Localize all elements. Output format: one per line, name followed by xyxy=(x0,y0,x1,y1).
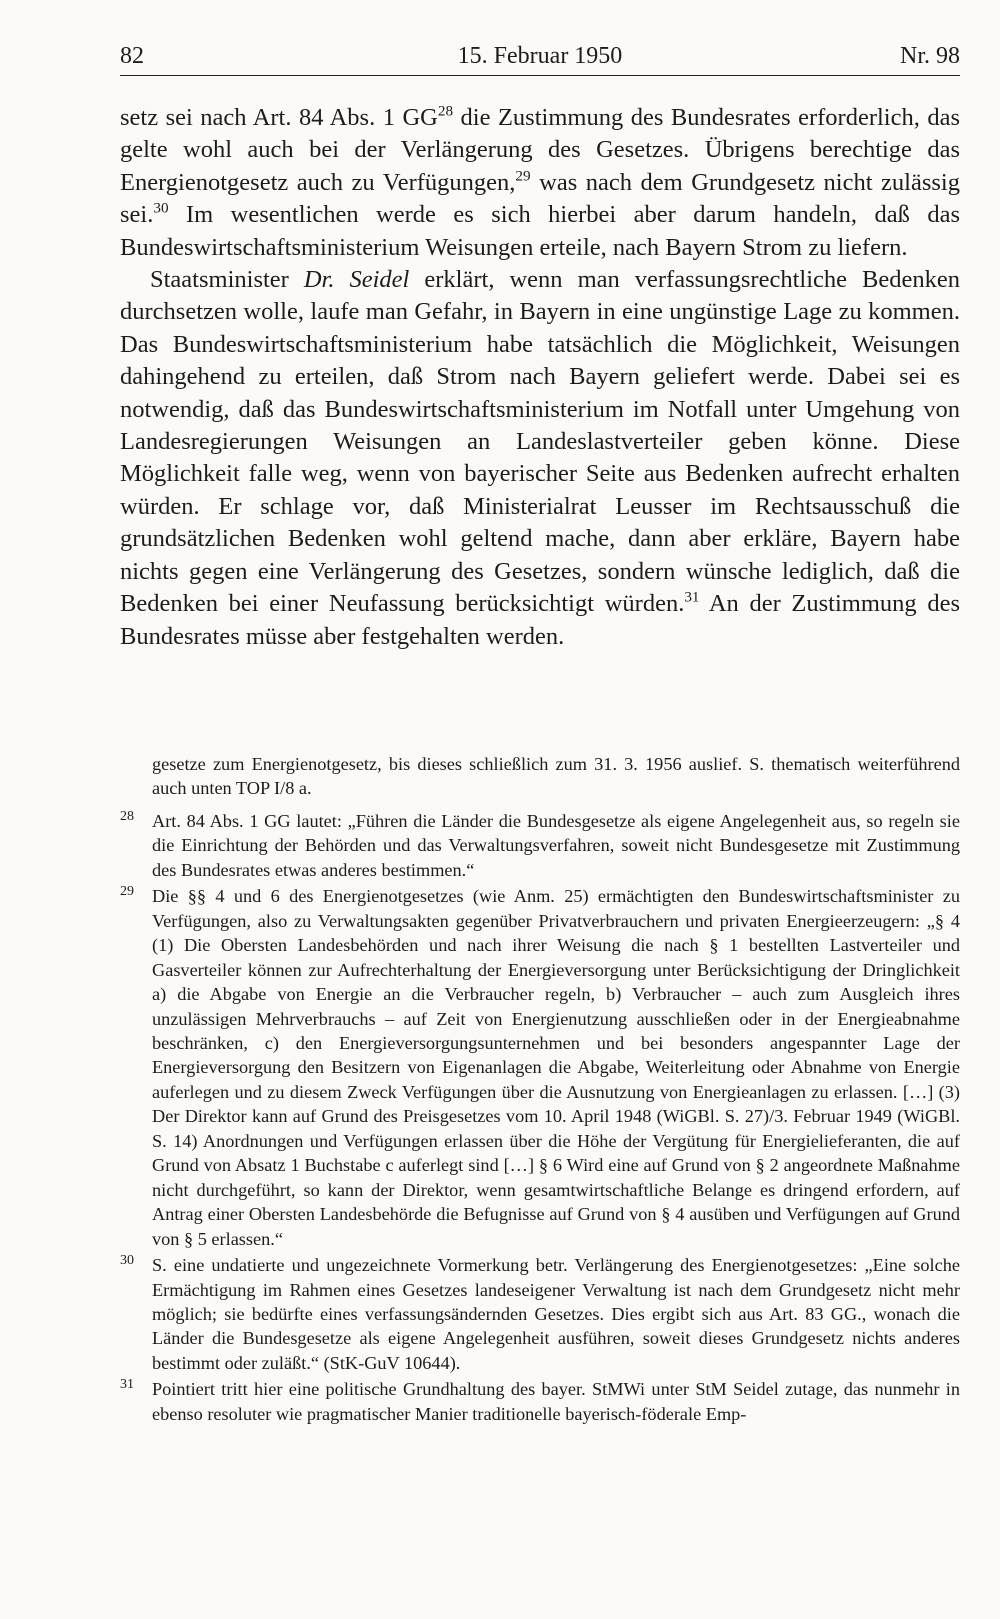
text-run: die Zustimmung des Bundesrates erforderlich, das gelte wohl auch bei der Verlängerung des Gesetzes. Übrigens berechtige das Energienotgesetz auch zu Verfügungen, xyxy=(120,104,960,196)
footnote-31 xyxy=(120,1377,960,1426)
footnote-text: Pointiert tritt hier eine politische Grundhaltung des bayer. StMWi unter StM Seidel zutage, das nunmehr in ebenso resoluter wie pragmatischer Manier traditionelle bayerisch-föderale Emp- xyxy=(152,1379,960,1424)
footnote-text: gesetze zum Energienotgesetz, bis dieses schließlich zum 31. 3. 1956 auslief. S. thematisch weiterführend auch unten TOP I/8 a. xyxy=(152,754,960,799)
paragraph-2 xyxy=(120,264,960,653)
running-header xyxy=(120,40,960,72)
footnote-29 xyxy=(120,884,960,1251)
footnote-continuation xyxy=(120,752,960,801)
header-rule xyxy=(120,75,960,76)
document-number: Nr. 98 xyxy=(900,43,960,69)
paragraph-1 xyxy=(120,102,960,264)
footnote-number: 29 xyxy=(120,884,134,900)
text-run: erklärt, wenn man verfassungsrechtliche Bedenken durchsetzen wolle, laufe man Gefahr, in Bayern in eine ungünstige Lage zu kommen. Das Bundeswirtschaftsministerium habe tatsächlich die Möglichkeit, Weisungen dahingehend zu erteilen, daß Strom nach Bayern geliefert werde. Dabei sei es notwendig, daß das Bundeswirtschaftsministerium im Notfall unter Umgehung von Landesregierungen Weisungen an Landeslastverteiler geben könne. Diese Möglichkeit falle weg, wenn von bayerischer Seite aus Bedenken aufrecht erhalten würden. Er schlage vor, daß Ministerialrat Leusser im Rechtsausschuß die grundsätzlichen Bedenken wohl geltend mache, dann aber erkläre, Bayern habe nichts gegen eine Verlängerung des Gesetzes, sondern wünsche lediglich, daß die Bedenken bei einer Neufassung berücksichtigt würden. xyxy=(120,266,960,618)
footnote-number: 31 xyxy=(120,1377,134,1393)
footnote-text: Die §§ 4 und 6 des Energienotgesetzes (wie Anm. 25) ermächtigten den Bundeswirtschaftsminister zu Verfügungen, also zu Verwaltungsakten gegenüber Privatverbrauchern und privaten Energieerzeugern: „§ 4 (1) Die Obersten Landesbehörden und nach ihrer Weisung die nach § 1 bestellten Lastverteiler und Gasverteiler können zur Aufrechterhaltung der Energieversorgung unter Berücksichtigung der Dringlichkeit a) die Abgabe von Energie an die Verbraucher regeln, b) Verbraucher – auch zum Ausgleich ihres unzulässigen Mehrverbrauchs – auf Zeit von Energienutzung ausschließen oder in der Energieabnahme beschränken, c) den Energieversorgungsunternehmen und bei besonders angespannter Lage der Energieversorgung den Besitzern von Eigenanlagen die Abgabe, Weiterleitung oder Abnahme von Energie auferlegen und zu diesem Zweck Verfügungen über die Ausnutzung von Energieanlagen zu erlassen. […] (3) Der Direktor kann auf Grund des Preisgesetzes vom 10. April 1948 (WiGBl. S. 27)/3. Februar 1949 (WiGBl. S. 14) Anordnungen und Verfügungen erlassen über die Höhe der Vergütung für Energielieferanten, die auf Grund von Absatz 1 Buchstabe c auferlegt sind […] § 6 Wird eine auf Grund von § 2 angeordnete Maßnahme nicht durchgeführt, so kann der Direktor, wenn gesamtwirtschaftliche Belange es dringend erfordern, auf Antrag einer Obersten Landesbehörde die Befugnisse auf Grund von § 4 ausüben und Verfügungen auf Grund von § 5 erlassen.“ xyxy=(152,886,960,1249)
footnote-28 xyxy=(120,809,960,882)
footnote-text: S. eine undatierte und ungezeichnete Vormerkung betr. Verlängerung des Energienotgesetzes: „Eine solche Ermächtigung im Rahmen eines Gesetzes landeseigener Verwaltung ist nach dem Grundgesetz nicht mehr möglich; sie bedürfte eines verfassungsändernden Gesetzes. Dies ergibt sich aus Art. 83 GG., wonach die Länder die Bundesgesetze als eigene Angelegenheit ausführen, soweit dieses Grundgesetz nichts anderes bestimmt oder zuläßt.“ (StK-GuV 10644). xyxy=(152,1255,960,1373)
page-number: 82 xyxy=(120,43,144,69)
text-run: An der Zustimmung des Bundesrates müsse aber festgehalten werden. xyxy=(120,590,960,650)
footnote-number: 30 xyxy=(120,1253,134,1269)
main-text xyxy=(120,102,960,653)
text-run: was nach dem Grundgesetz nicht zulässig sei. xyxy=(120,168,960,229)
header-date: 15. Februar 1950 xyxy=(457,43,623,69)
footnote-ref-30: 30 xyxy=(153,199,169,217)
speaker-name: Dr. Seidel xyxy=(303,266,410,294)
footnote-ref-31: 31 xyxy=(684,588,700,606)
footnote-number: 28 xyxy=(120,808,134,824)
text-run: Im wesentlichen werde es sich hierbei aber darum handeln, daß das Bundeswirtschaftsministerium Weisungen erteile, nach Bayern Strom zu liefern. xyxy=(120,201,960,261)
footnote-text: Art. 84 Abs. 1 GG lautet: „Führen die Länder die Bundesgesetze als eigene Angelegenheit aus, so regeln sie die Einrichtung der Behörden und das Verwaltungsverfahren, soweit nicht Bundesgesetze mit Zustimmung des Bundesrates etwas anderes bestimmen.“ xyxy=(152,810,960,880)
footnote-ref-28: 28 xyxy=(437,102,454,120)
footnote-30 xyxy=(120,1253,960,1375)
footnotes xyxy=(120,752,960,1428)
footnote-ref-29: 29 xyxy=(515,167,531,185)
text-run: setz sei nach Art. 84 Abs. 1 GG xyxy=(120,104,438,131)
text-run: Staatsminister xyxy=(150,266,304,294)
